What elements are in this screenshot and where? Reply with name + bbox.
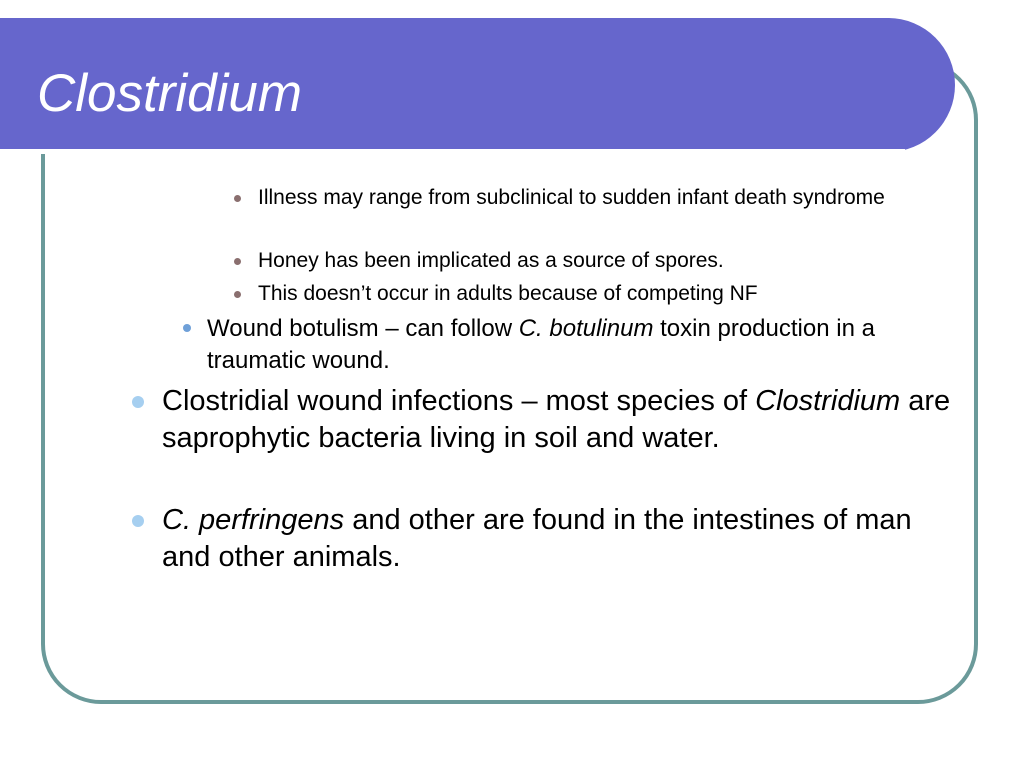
- bullet-text-italic: Clostridium: [755, 385, 901, 417]
- bullet-text-after: toxin production in a traumatic wound.: [207, 315, 875, 374]
- bullet-dot-icon: [132, 515, 144, 527]
- bullet-text-italic: C. perfringens: [162, 504, 345, 536]
- title-bar: [0, 18, 955, 152]
- bullet-text-before: Clostridial wound infections – most species of: [162, 385, 756, 417]
- bullet-dot-icon: [132, 396, 144, 408]
- bullet-dot-icon: [183, 324, 191, 332]
- bullet-text-after: and other are found in the intestines of man and other animals.: [162, 504, 912, 573]
- bullet-text-after: are saprophytic bacteria living in soil and water.: [162, 385, 951, 454]
- bullet-honey: [258, 247, 938, 274]
- bullet-dot-icon: [234, 258, 241, 265]
- bullet-text-italic: C. botulinum: [518, 315, 654, 342]
- bullet-text: Honey has been implicated as a source of spores.: [258, 249, 724, 272]
- bullet-dot-icon: [234, 291, 241, 298]
- bullet-text: Illness may range from subclinical to sudden infant death syndrome: [258, 186, 885, 209]
- bullet-dot-icon: [234, 195, 241, 202]
- bullet-illness-range: [258, 184, 938, 211]
- bullet-c-perfringens: [162, 502, 952, 576]
- content-frame: [41, 60, 978, 704]
- bullet-text: This doesn’t occur in adults because of competing NF: [258, 282, 758, 305]
- bullet-adults: [258, 280, 938, 307]
- bullet-text-before: Wound botulism – can follow: [207, 315, 519, 342]
- slide-title: Clostridium: [37, 64, 303, 123]
- title-underline: [0, 149, 905, 154]
- bullet-wound-botulism: [207, 313, 957, 377]
- bullet-clostridial-wound-infections: [162, 383, 952, 457]
